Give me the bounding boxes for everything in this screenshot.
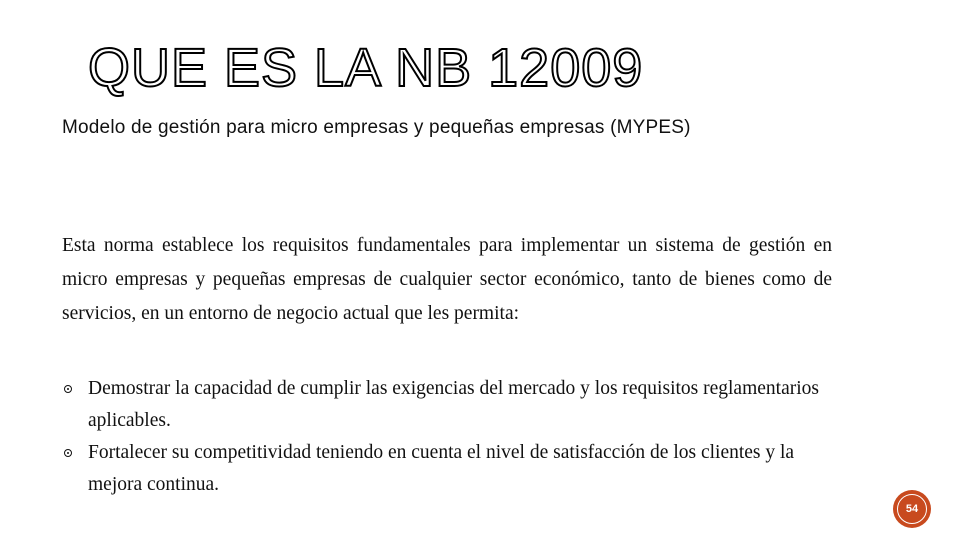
slide-title: QUE ES LA NB 12009: [88, 38, 644, 98]
slide-subtitle: Modelo de gestión para micro empresas y pequeñas empresas (MYPES): [62, 117, 691, 138]
list-item: [62, 373, 832, 437]
body-paragraph: Esta norma establece los requisitos fundamentales para implementar un sistema de gestión en micro empresas y pequeñas empresas de cualquier sector económico, tanto de bienes como de servicios, en un entorno de negocio actual que les permita:: [62, 235, 832, 324]
bullet-list: [62, 373, 832, 501]
list-item: [62, 437, 832, 501]
bullet-icon: [64, 385, 72, 393]
bullet-icon: [64, 449, 72, 457]
bullet-text: Demostrar la capacidad de cumplir las exigencias del mercado y los requisitos reglamentarios aplicables.: [88, 378, 819, 431]
page-number: 54: [897, 494, 927, 524]
bullet-text: Fortalecer su competitividad teniendo en cuenta el nivel de satisfacción de los clientes y la mejora continua.: [88, 442, 795, 495]
page-number-badge: [893, 490, 931, 528]
